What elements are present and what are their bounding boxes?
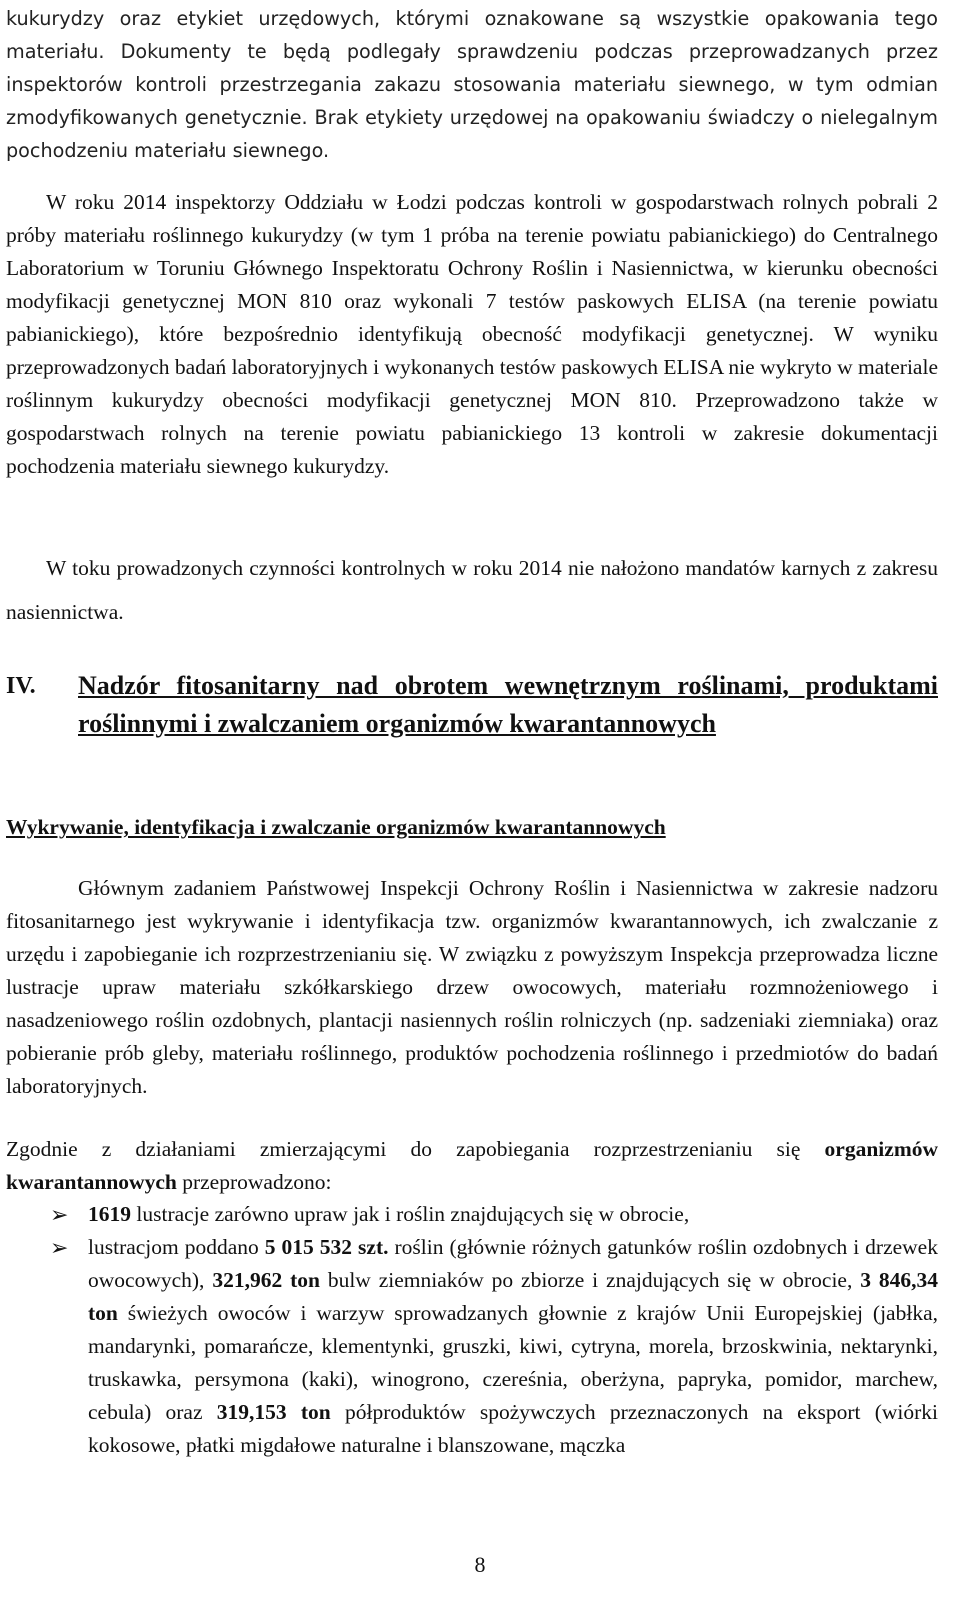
paragraph-inspections-2014: W roku 2014 inspektorzy Oddziału w Łodzi podczas kontroli w gospodarstwach rolnych pobrali 2 próby materiału roślinnego kukurydzy (w tym 1 próba na terenie powiatu pabianickiego) do Centralnego Laboratorium w Toruniu Głównego Inspektoratu Ochrony Roślin i Nasiennictwa, w kierunku obecności modyfikacji genetycznej MON 810 oraz wykonali 7 testów paskowych ELISA (na terenie powiatu pabianickiego), które bezpośrednio identyfikują obecność modyfikacji genetycznej. W wyniku przeprowadzonych badań laboratoryjnych i wykonanych testów paskowych ELISA nie wykryto w materiale roślinnym kukurydzy obecności modyfikacji genetycznej MON 810. Przeprowadzono także w gospodarstwach rolnych na terenie powiatu pabianickiego 13 kontroli w zakresie dokumentacji pochodzenia materiału siewnego kukurydzy. [6, 190, 938, 478]
paragraph-main-task: Głównym zadaniem Państwowej Inspekcji Ochrony Roślin i Nasiennictwa w zakresie nadzoru fitosanitarnego jest wykrywanie i identyfikacja tzw. organizmów kwarantannowych, ich zwalczanie z urzędu i zapobieganie ich rozprzestrzenianiu się. W związku z powyższym Inspekcja przeprowadza liczne lustracje upraw materiału szkółkarskiego drzew owocowych, materiału rozmnożeniowego i nasadzeniowego roślin ozdobnych, plantacji nasiennych roślin rolniczych (np. sadzeniaki ziemniaka) oraz pobieranie prób gleby, materiału roślinnego, produktów pochodzenia roślinnego i przedmiotów do badań laboratoryjnych. [6, 876, 938, 1098]
arrow-bullet-icon: ➢ [50, 1235, 69, 1260]
paragraph-labels-intro: kukurydzy oraz etykiet urzędowych, którymi oznakowane są wszystkie opakowania tego materiału. Dokumenty te będą podlegały sprawdzeniu podczas przeprowadzanych przez inspektorów kontroli przestrzegania zakazu stosowania materiału siewnego, w tym odmian zmodyfikowanych genetycznie. Brak etykiety urzędowej na opakowaniu świadczy o nielegalnym pochodzeniu materiału siewnego. [6, 7, 938, 162]
intro-text-end: przeprowadzono: [176, 1170, 332, 1194]
intro-bold-term: organizmów kwarantannowych [6, 1137, 938, 1194]
count-value: 3 846,34 ton [88, 1268, 938, 1325]
list-item [6, 1198, 938, 1231]
paragraph-no-fines: W toku prowadzonych czynności kontrolnych w roku 2014 nie nałożono mandatów karnych z zakresu nasiennictwa. [6, 556, 938, 624]
section-title: Nadzór fitosanitarny nad obrotem wewnętrznym roślinami, produktami roślinnymi i zwalczaniem organizmów kwarantannowych [78, 671, 938, 738]
list-item [6, 1231, 938, 1462]
count-value: 1619 [88, 1202, 131, 1226]
list-item-text: świeżych owoców i warzyw sprowadzanych głownie z krajów Unii Europejskiej (jabłka, mandarynki, pomarańcze, klementynki, gruszki, kiwi, cytryna, morela, brzoskwinia, nektarynki, truskawka, persymona (kaki), winogrono, czereśnia, oberżyna, papryka, pomidor, marchew, cebula) oraz [88, 1301, 938, 1424]
arrow-bullet-icon: ➢ [50, 1202, 69, 1227]
subsection-heading: Wykrywanie, identyfikacja i zwalczanie organizmów kwarantannowych [6, 815, 666, 839]
page-number: 8 [474, 1552, 486, 1577]
count-value: 5 015 532 szt. [264, 1235, 389, 1259]
section-number: IV. [6, 673, 36, 699]
intro-text: Zgodnie z działaniami zmierzającymi do zapobiegania rozprzestrzenianiu się [6, 1137, 825, 1161]
list-item-text: roślin (głównie różnych gatunków roślin ozdobnych i drzewek owocowych), [88, 1235, 938, 1292]
count-value: 319,153 ton [216, 1400, 331, 1424]
count-value: 321,962 ton [212, 1268, 320, 1292]
list-item-text: półproduktów spożywczych przeznaczonych na eksport (wiórki kokosowe, płatki migdałowe naturalne i blanszowane, mączka [88, 1400, 938, 1457]
list-item-text: lustracjom poddano [88, 1235, 265, 1259]
list-item-text: lustracje zarówno upraw jak i roślin znajdujących się w obrocie, [131, 1202, 690, 1226]
list-item-text: bulw ziemniaków po zbiorze i znajdujących się w obrocie, [319, 1268, 861, 1292]
inspection-list [6, 1198, 938, 1462]
paragraph-quarantine-intro [6, 1133, 938, 1199]
